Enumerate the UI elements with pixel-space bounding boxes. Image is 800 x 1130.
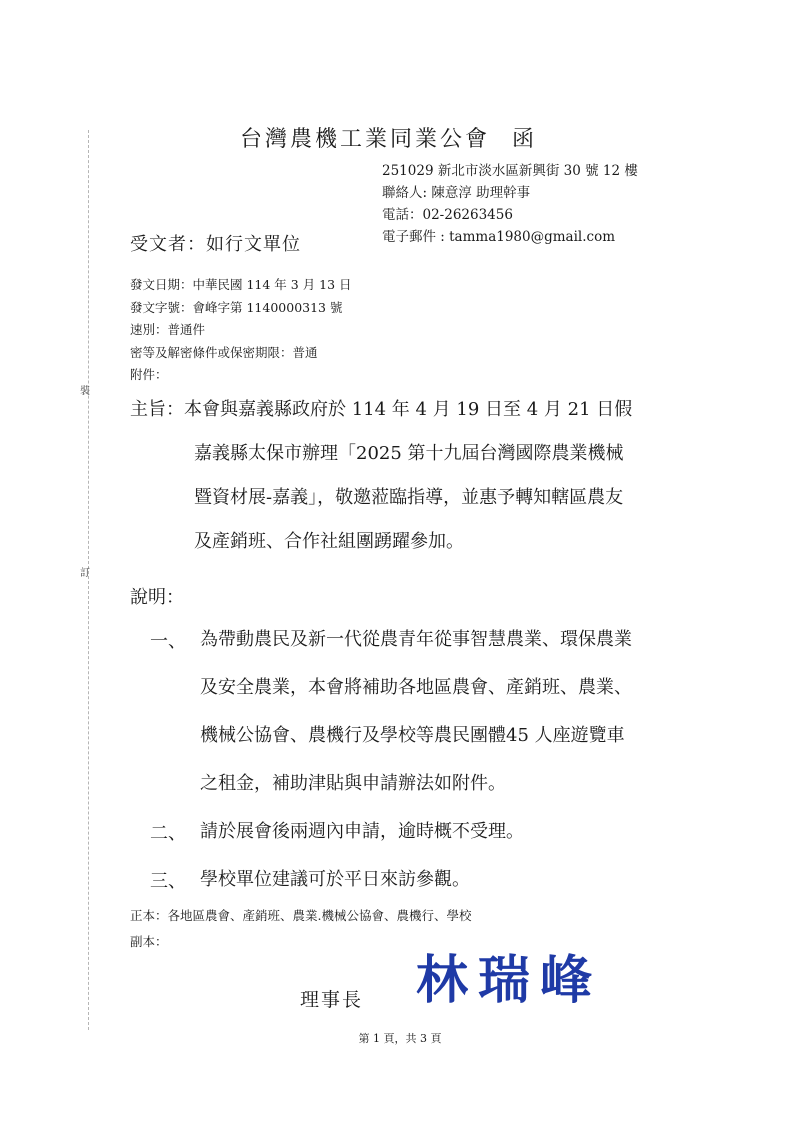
signer-title: 理事長	[300, 989, 364, 1011]
binding-line	[88, 130, 89, 1030]
item-line: 請於展會後兩週內申請，逾時概不受理。	[200, 821, 524, 842]
signature-seal	[412, 942, 652, 1010]
attachment: 附件：	[130, 367, 168, 382]
document-title	[240, 122, 537, 153]
issue-date: 發文日期：中華民國 114 年 3 月 13 日	[130, 277, 352, 292]
subject-line: 嘉義縣太保市辦理「2025 第十九屆台灣國際農業機械	[194, 443, 624, 464]
address: 251029 新北市淡水區新興街 30 號 12 樓	[382, 163, 638, 179]
item-line: 之租金，補助津貼與申請辦法如附件。	[200, 773, 506, 794]
meta-block	[130, 274, 352, 387]
explanation-item-1	[150, 627, 632, 819]
explanation-item-2	[150, 819, 632, 867]
doc-type: 函	[512, 127, 538, 152]
contact-block	[382, 160, 638, 248]
item-number: 三、	[150, 871, 186, 892]
page-number: 第 1 頁，共 3 頁	[358, 1032, 442, 1045]
issue-number: 發文字號：會峰字第 1140000313 號	[130, 299, 343, 315]
subject	[130, 397, 632, 573]
item-number: 一、	[150, 631, 186, 652]
email: 電子郵件 : tamma1980@gmail.com	[382, 229, 616, 245]
item-line: 機械公協會、農機行及學校等農民團體45 人座遊覽車	[200, 725, 625, 746]
explanation-label: 說明：	[130, 587, 184, 608]
security-level: 密等及解密條件或保密期限：普通	[130, 344, 318, 360]
contact-person: 聯絡人: 陳意淳 助理幹事	[382, 185, 531, 201]
subject-line: 暨資材展-嘉義」，敬邀蒞臨指導，並惠予轉知轄區農友	[194, 487, 624, 508]
item-line: 為帶動農民及新一代從農青年從事智慧農業、環保農業	[200, 629, 632, 650]
signature-name: 林瑞峰	[416, 951, 603, 1010]
binding-mark-top: 裝	[80, 386, 90, 397]
binding-mark-bottom: 訂	[80, 568, 90, 579]
subject-line: 主旨：本會與嘉義縣政府於 114 年 4 月 19 日至 4 月 21 日假	[130, 399, 633, 420]
phone: 電話：02-26263456	[382, 207, 513, 223]
item-number: 二、	[150, 823, 186, 844]
subject-line: 及產銷班、合作社組團踴躍參加。	[194, 531, 464, 552]
explanation-items	[150, 627, 632, 915]
speed-class: 速別：普通件	[130, 322, 206, 337]
copy-recipients: 副本：	[130, 934, 168, 949]
original-recipients: 正本：各地區農會、產銷班、農業.機械公協會、農機行、學校	[130, 908, 472, 923]
item-line: 學校單位建議可於平日來訪參觀。	[200, 869, 470, 890]
recipient: 受文者：如行文單位	[130, 234, 301, 255]
item-line: 及安全農業，本會將補助各地區農會、產銷班、農業、	[200, 677, 632, 698]
org-name: 台灣農機工業同業公會	[240, 127, 491, 152]
